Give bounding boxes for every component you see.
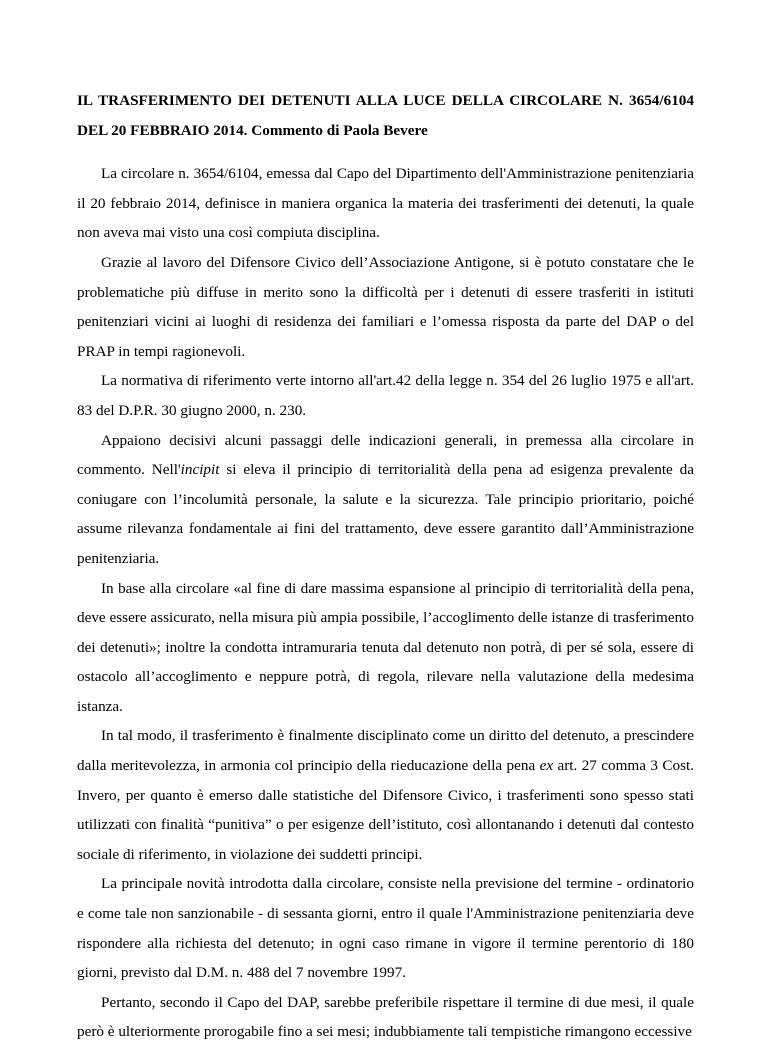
paragraph-text: La normativa di riferimento verte intorno all'art.42 della legge n. 354 del 26 luglio 1975 e all'art. 83 del D.P.R. 30 giugno 2000, n. 230. [77,372,694,419]
paragraph-3 [77,366,694,425]
paragraph-6 [77,721,694,869]
paragraph-4 [77,426,694,574]
document-title: IL TRASFERIMENTO DEI DETENUTI ALLA LUCE DELLA CIRCOLARE N. 3654/6104 DEL 20 FEBBRAIO 2014. Commento di Paola Bevere [77,92,694,139]
paragraph-text: Grazie al lavoro del Difensore Civico dell’Associazione Antigone, si è potuto constatare che le problematiche più diffuse in merito sono la difficoltà per i detenuti di essere trasferiti in istituti penitenziari vicini ai luoghi di residenza dei familiari e l’omessa risposta da parte del DAP o del PRAP in tempi ragionevoli. [77,253,694,360]
paragraph-text: La principale novità introdotta dalla circolare, consiste nella previsione del termine - ordinatorio e come tale non sanzionabile - di sessanta giorni, entro il quale l'Amministrazione penitenziaria deve rispondere alla richiesta del detenuto; in ogni caso rimane in vigore il termine perentorio di 180 giorni, previsto dal D.M. n. 488 del 7 novembre 1997. [77,875,694,982]
italic-term: ex [539,757,554,775]
paragraph-text: si eleva il principio di territorialità della pena ad esigenza prevalente da coniugare con l’incolumità personale, la salute e la sicurezza. Tale principio prioritario, poiché assume rilevanza fondamentale ai fini del trattamento, deve essere garantito dall’Amministrazione penitenziaria. [77,461,694,567]
paragraph-2 [77,248,694,366]
italic-term: incipit [180,461,220,479]
paragraph-7 [77,869,694,987]
paragraph-5 [77,574,694,722]
paragraph-text: In base alla circolare «al fine di dare massima espansione al principio di territorialità della pena, deve essere assicurato, nella misura più ampia possibile, l’accoglimento delle istanze di trasferimento dei detenuti»; inoltre la condotta intramuraria tenuta dal detenuto non potrà, di per sé sola, essere di ostacolo all’accoglimento e neppure potrà, di regola, rilevare nella valutazione della medesima istanza. [77,579,694,715]
paragraph-text: In tal modo, il trasferimento è finalmente disciplinato come un diritto del detenuto, a prescindere dalla meritevolezza, in armonia col principio della rieducazione della pena [77,727,694,775]
paragraph-1 [77,159,694,248]
paragraph-text: art. 27 comma 3 Cost. Invero, per quanto è emerso dalle statistiche del Difensore Civico, i trasferimenti sono spesso stati utilizzati con finalità “punitiva” o per esigenze dell’istituto, così allontanando i detenuti dal contesto sociale di riferimento, in violazione dei suddetti principi. [77,757,694,863]
paragraph-text: La circolare n. 3654/6104, emessa dal Capo del Dipartimento dell'Amministrazione penitenziaria il 20 febbraio 2014, definisce in maniera organica la materia dei trasferimenti dei detenuti, la quale non aveva mai visto una così compiuta disciplina. [77,165,694,242]
paragraph-text: Pertanto, secondo il Capo del DAP, sarebbe preferibile rispettare il termine di due mesi, il quale però è ulteriormente prorogabile fino a sei mesi; indubbiamente tali tempistiche rimangono eccessive [77,993,694,1041]
document-page [77,86,694,1047]
paragraph-8 [77,988,694,1047]
paragraph-text: Appaiono decisivi alcuni passaggi delle indicazioni generali, in premessa alla circolare in commento. Nell' [77,431,694,479]
